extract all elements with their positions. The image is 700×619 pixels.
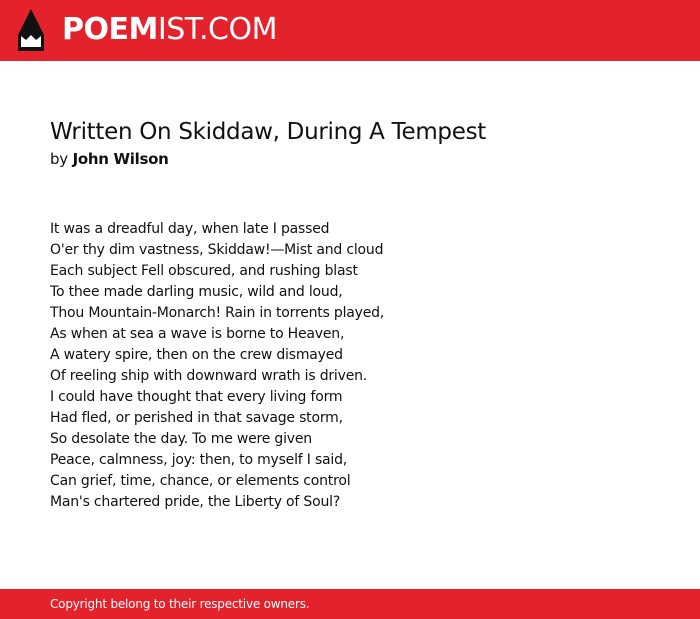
logo-text-bold: POEM	[62, 12, 158, 47]
site-logo[interactable]	[62, 12, 277, 48]
logo-text-light: IST.COM	[157, 12, 277, 47]
poem-line: As when at sea a wave is borne to Heaven,	[50, 326, 345, 342]
poem-line: Can grief, time, chance, or elements control	[50, 473, 351, 489]
poem-line: Man's chartered pride, the Liberty of Soul?	[50, 494, 341, 510]
poem-line: Had fled, or perished in that savage storm,	[50, 410, 343, 426]
poem-title: Written On Skiddaw, During A Tempest	[50, 119, 486, 145]
poem-line: O'er thy dim vastness, Skiddaw!—Mist and cloud	[50, 242, 384, 258]
copyright-text: Copyright belong to their respective owners.	[50, 597, 310, 611]
poem-line: To thee made darling music, wild and loud,	[50, 284, 343, 300]
poem-line: Peace, calmness, joy: then, to myself I said,	[50, 452, 348, 468]
poem-author: John Wilson	[72, 150, 169, 168]
poem-line: A watery spire, then on the crew dismayed	[50, 347, 343, 363]
poem-line: I could have thought that every living form	[50, 389, 343, 405]
poem-line: Each subject Fell obscured, and rushing blast	[50, 263, 358, 279]
poem-line: Thou Mountain-Monarch! Rain in torrents played,	[50, 305, 385, 321]
byline-prefix: by	[50, 150, 68, 168]
site-header	[0, 0, 700, 61]
poem-line: So desolate the day. To me were given	[50, 431, 312, 447]
pencil-tip-icon[interactable]	[18, 9, 44, 51]
poem-line: It was a dreadful day, when late I passed	[50, 221, 330, 237]
poem-body	[50, 219, 384, 513]
poem-line: Of reeling ship with downward wrath is driven.	[50, 368, 368, 384]
site-footer	[0, 589, 700, 619]
poem-byline	[50, 149, 169, 169]
